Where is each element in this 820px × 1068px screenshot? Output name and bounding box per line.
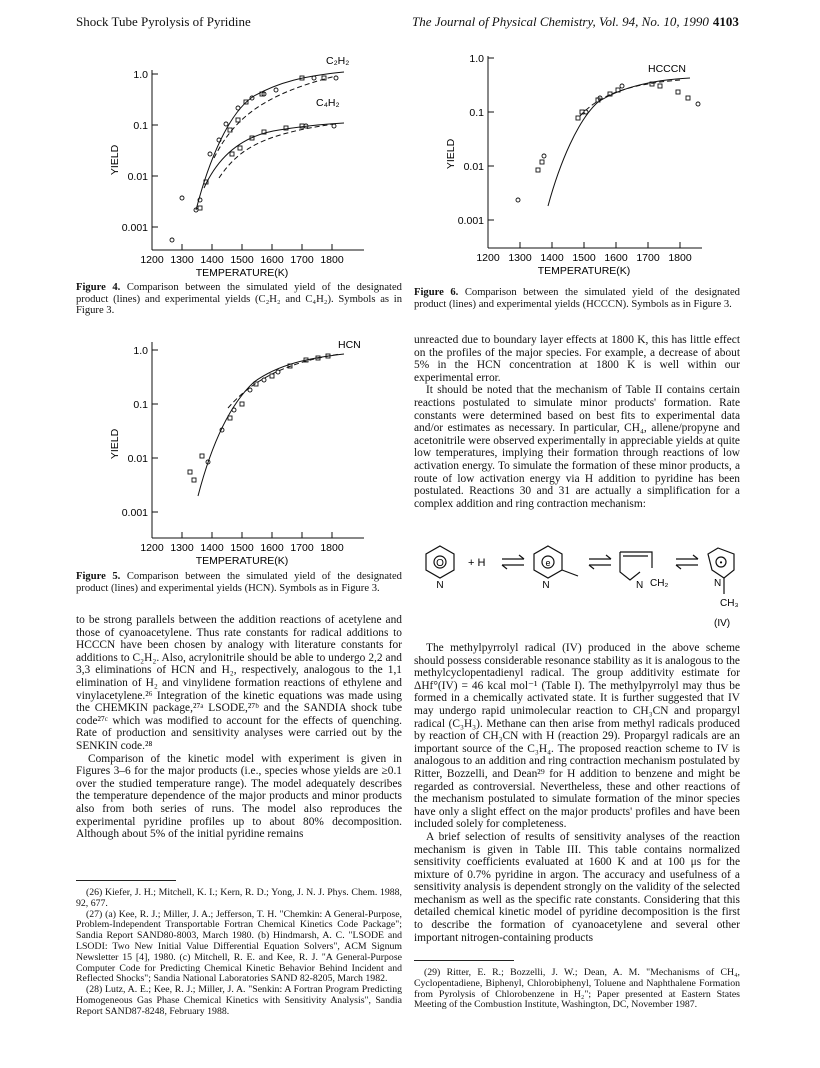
footnotes-left <box>76 888 402 1018</box>
fig4-ytick-2: 0.1 <box>133 120 148 132</box>
footnote: (26) Kiefer, J. H.; Mitchell, K. I.; Kern, R. D.; Yong, J. N. J. Phys. Chem. 1988, 92, 677. <box>76 887 402 909</box>
fig5-ytick-3: 0.01 <box>127 453 148 465</box>
right-column-text-2 <box>414 642 740 944</box>
fig4-xtick-5: 1600 <box>260 254 284 266</box>
fig5-caption-text: Comparison between the simulated yield of the designated product (lines) and experimental yields (HCN). Symbols as in Figure 3. <box>76 571 402 594</box>
fig4-xtick-2: 1300 <box>170 254 194 266</box>
figure-4-caption <box>76 282 402 317</box>
fig5-caption-label: Figure 5. <box>76 571 121 582</box>
fig4-xtick-1: 1200 <box>140 254 164 266</box>
figure-4 <box>104 50 394 278</box>
fig6-label-hcccn: HCCCN <box>648 63 686 75</box>
fig6-xtick-6: 1700 <box>636 252 660 264</box>
footnote: (29) Ritter, E. R.; Bozzelli, J. W.; Dean, A. M. "Mechanisms of CH₄, Cyclopentadiene, Biphenyl, Chlorobiphenyl, Toluene and Naphthalene Formation from Pyrolysis of Chlorobenzene in H₂"; Paper presented at Eastern States Meeting of the Combustion Institute, Washington, DC, November 1987. <box>414 967 740 1011</box>
reaction-scheme-drawing <box>418 536 744 632</box>
fig6-xtick-5: 1600 <box>604 252 628 264</box>
fig5-xtick-5: 1600 <box>260 542 284 554</box>
fig4-ylabel: YIELD <box>109 144 121 176</box>
fig5-xtick-1: 1200 <box>140 542 164 554</box>
fig5-xtick-6: 1700 <box>290 542 314 554</box>
fig4-xlabel: TEMPERATURE(K) <box>195 267 289 278</box>
fig6-xtick-4: 1500 <box>572 252 596 264</box>
scheme-label-iv: (IV) <box>714 618 731 629</box>
scheme-n-1: N <box>436 580 444 591</box>
scheme-plus-h: + H <box>468 557 486 569</box>
scheme-ring-symbol-3: • <box>719 558 723 567</box>
fig6-xtick-2: 1300 <box>508 252 532 264</box>
fig6-caption-text: Comparison between the simulated yield of the designated product (lines) and experimental yields (HCCCN). Symbols as in Figure 3. <box>414 287 740 310</box>
reaction-scheme <box>418 536 744 632</box>
scheme-n-3: N <box>636 580 644 591</box>
fig4-caption-label: Figure 4. <box>76 282 121 293</box>
fig4-label-c2h2: C₂H₂ <box>326 55 350 67</box>
figure-5 <box>104 334 394 566</box>
fig6-ytick-2: 0.1 <box>469 107 484 119</box>
fig6-ytick-3: 0.01 <box>463 161 484 173</box>
fig5-ytick-2: 0.1 <box>133 399 148 411</box>
journal-citation: The Journal of Physical Chemistry, Vol. 94, No. 10, 1990 <box>412 14 709 29</box>
fig4-ytick-1: 1.0 <box>133 69 148 81</box>
figure-6 <box>440 50 730 282</box>
fig6-ytick-4: 0.001 <box>457 215 484 227</box>
footnotes-right <box>414 968 740 1011</box>
fig5-ytick-1: 1.0 <box>133 345 148 357</box>
left-column-text <box>76 614 402 841</box>
fig6-xtick-1: 1200 <box>476 252 500 264</box>
scheme-n-4: N <box>714 578 722 589</box>
figure-5-plot <box>104 334 394 566</box>
fig6-xtick-3: 1400 <box>540 252 564 264</box>
fig4-caption-text: Comparison between the simulated yield of the designated product (lines) and experimental yields (C₂H₂ and C₄H₂). Symbols as in Figure 3. <box>76 282 402 317</box>
right-paragraph: The methylpyrrolyl radical (IV) produced in the above scheme should possess considerable resonance stability as it is analogous to the methylcyclopentadienyl radical. The group additivity estimate for ΔHf°(IV) = 46 kcal mol⁻¹ (Table I). The methylpyrrolyl may thus be formed in a chemically activated state. It is further suggested that IV may undergo rapid unimolecular reaction to CH₃CN and propargyl radical (C₃H₃). Methane can then arise from methyl radicals produced by reaction of CH₃CN with H (reaction 29). Propargyl radicals are an important source of the C₃H₄. The proposed reaction scheme to IV is analogous to an addition and ring contraction mechanism postulated by Ritter, Bozzelli, and Dean²⁹ for H addition to benzene and might be regarded as controversial. Nevertheless, these and other reactions of the mechanism postulated to simulate formation of the minor species have only a slight effect on the major products' profiles and have been included solely for completeness. <box>414 642 740 831</box>
left-paragraph: Comparison of the kinetic model with experiment is given in Figures 3–6 for the major products (i.e., species whose yields are ≥0.1 over the studied temperature range). The model adequately describes the temperature dependence of the major products and minor products also from both series of runs. The model also reproduces the experimental pyridine profiles up to about 80% decomposition. Although about 5% of the initial pyridine remains <box>76 752 402 841</box>
left-paragraph: to be strong parallels between the addition reactions of acetylene and those of cyanoacetylene. Thus rate constants for radical additions to HCCCN have been chosen by analogy with literature constants for additions to C₂H₂. Also, acrylonitrile should be able to undergo 2,2 and 3,3 eliminations of HCN and H₂, respectively, analogous to the 1,1 elimination of H₂ and vinylidene formation reactions of ethylene and vinylacetylene.²⁶ Integration of the kinetic equations was made using the CHEMKIN package,²⁷ᵃ LSODE,²⁷ᵇ and the SANDIA shock tube code²⁷ᶜ which was modified to account for the effects of quenching. Rate of production and sensitivity analyses were carried out by the SENKIN code.²⁸ <box>76 614 402 752</box>
fig5-ylabel: YIELD <box>109 428 121 460</box>
fig5-xlabel: TEMPERATURE(K) <box>195 555 289 566</box>
footnote-rule-left <box>76 880 176 881</box>
running-header-left: Shock Tube Pyrolysis of Pyridine <box>76 14 251 29</box>
right-column-text-1 <box>414 334 740 510</box>
fig5-ytick-4: 0.001 <box>121 507 148 519</box>
fig4-ytick-4: 0.001 <box>121 222 148 234</box>
scheme-n-2: N <box>542 580 550 591</box>
fig5-xtick-2: 1300 <box>170 542 194 554</box>
page-number: 4103 <box>712 14 739 29</box>
figure-6-plot <box>440 50 730 282</box>
fig4-ytick-3: 0.01 <box>127 171 148 183</box>
fig6-xtick-7: 1800 <box>668 252 692 264</box>
fig5-xtick-7: 1800 <box>320 542 344 554</box>
right-paragraph: unreacted due to boundary layer effects at 1800 K, this has little effect on the profiles of the major species. For example, a decrease of about 5% in the HCN concentration at 1800 K is well within our experimental error. <box>414 334 740 384</box>
fig4-xtick-6: 1700 <box>290 254 314 266</box>
running-header-right <box>412 14 739 30</box>
scheme-ring-symbol-2: e <box>545 558 551 568</box>
footnote: (28) Lutz, A. E.; Kee, R. J.; Miller, J. A. "Senkin: A Fortran Program Predicting Homogeneous Gas Phase Chemical Kinetics with Sensitivity Analysis", Sandia Report SAND87-8248, February 1988. <box>76 984 402 1017</box>
fig5-xtick-4: 1500 <box>230 542 254 554</box>
fig6-ylabel: YIELD <box>445 138 457 170</box>
figure-5-caption <box>76 571 402 594</box>
fig6-caption-label: Figure 6. <box>414 287 459 298</box>
fig5-xtick-3: 1400 <box>200 542 224 554</box>
fig4-xtick-3: 1400 <box>200 254 224 266</box>
scheme-ch2: CH₂ <box>650 578 669 589</box>
fig4-xtick-7: 1800 <box>320 254 344 266</box>
fig6-ytick-1: 1.0 <box>469 53 484 65</box>
footnote-rule-right <box>414 960 514 961</box>
right-paragraph: It should be noted that the mechanism of Table II contains certain reactions postulated to simulate minor products' formation. Rate constants were determined based on best fits to experimental data and/or estimates as necessary. In particular, CH₄, allene/propyne and acetonitrile were observed experimentally in appreciable yields at quite low temperatures, implying their formation through reactions of low activation energy. To simulate the formation of these minor products, a route of low activation energy via H addition to pyridine has been postulated. Reactions 30 and 31 are actually a simplification for a complex addition and ring contraction mechanism: <box>414 384 740 510</box>
scheme-ring-symbol-1: O <box>436 558 444 569</box>
scheme-ch3: CH₃ <box>720 598 739 609</box>
fig6-xlabel: TEMPERATURE(K) <box>537 265 631 277</box>
fig4-xtick-4: 1500 <box>230 254 254 266</box>
footnote: (27) (a) Kee, R. J.; Miller, J. A.; Jefferson, T. H. "Chemkin: A General-Purpose, Problem-Independent Transportable Fortran Chemical Kinetics Code Package"; Sandia Report SAND80-8003, March 1980. (b) Hindmarsh, A. C. "LSODE and LSODI: Two New Initial Value Differential Equation Solvers", ACM Signum Newsletter 15 [4], 1980. (c) Mitchell, R. E. and Kee, R. J. "A General-Purpose Computer Code for Predicting Chemical Kinetic Behavior Behind Incident and Reflected Shocks"; Sandia National Laboratories SAND 82-8205, March 1982. <box>76 908 402 985</box>
fig4-label-c4h2: C₄H₂ <box>316 97 340 109</box>
right-paragraph: A brief selection of results of sensitivity analyses of the reaction mechanism is given in Table III. This table contains normalized sensitivity coefficients evaluated at 1600 K and at 100 μs for the mixture of 0.7% pyridine in argon. The accuracy and usefulness of a sensitivity analysis is dependent strongly on the validity of the selected mechanism as well as the specific rate constants. Considering that this detailed chemical kinetic model of pyridine decomposition is the first to describe the formation of cyanoacetylene and several other important nitrogen-containing products <box>414 830 740 944</box>
figure-4-plot <box>104 50 394 278</box>
figure-6-caption <box>414 287 740 310</box>
fig5-label-hcn: HCN <box>338 339 361 351</box>
